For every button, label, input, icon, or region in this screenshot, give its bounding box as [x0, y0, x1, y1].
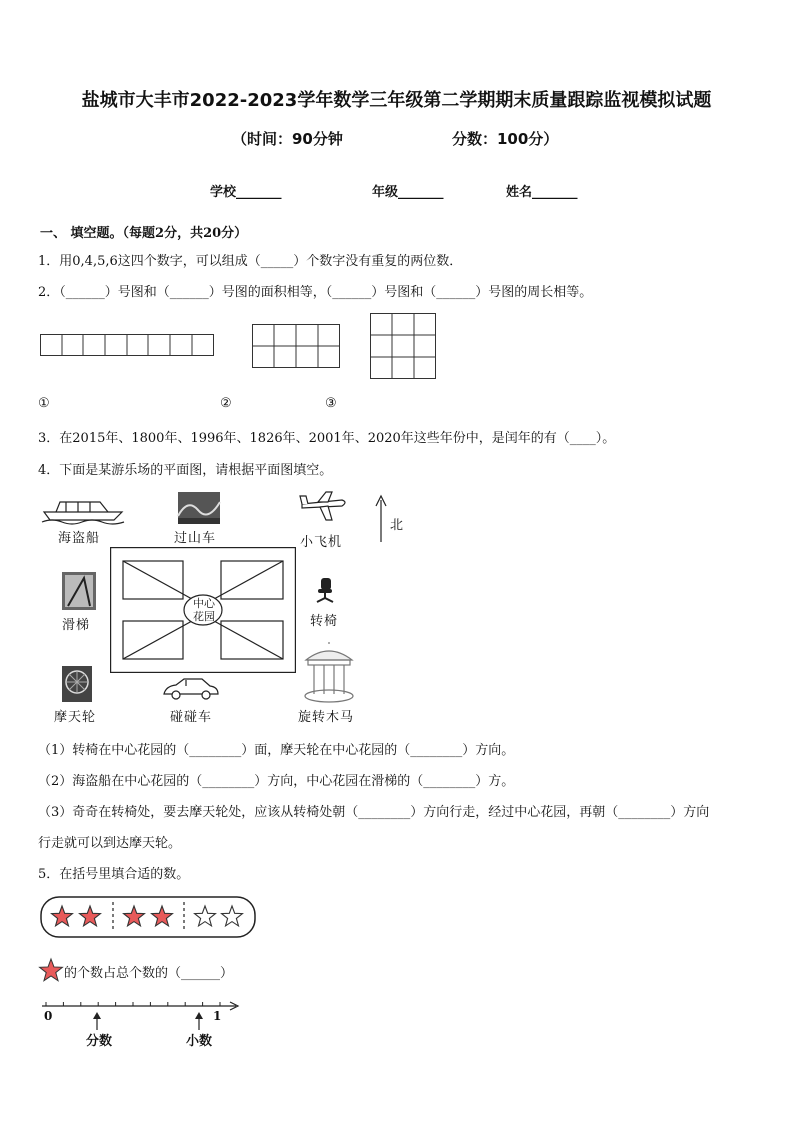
north-arrow-icon — [374, 496, 388, 542]
question-2: 2．（______）号图和（______）号图的面积相等，（______）号图和（______）号图的周长相等。 — [38, 285, 593, 300]
question-4: 4．下面是某游乐场的平面图，请根据平面图填空。 — [38, 463, 333, 478]
question-4-3-line1: （3）奇奇在转椅处，要去摩天轮处，应该从转椅处朝（________）方向行走，经过中心花园，再朝（________）方向 — [38, 805, 710, 820]
pirate-ship-icon — [42, 496, 124, 524]
grade-field: 年级_______ — [372, 185, 444, 200]
question-3: 3．在2015年、1800年、1996年、1826年、2001年、2020年这些年份中，是闰年的有（____）。 — [38, 431, 616, 446]
figure-3-label: ③ — [325, 396, 337, 411]
small-plane-label: 小飞机 — [300, 535, 343, 550]
figure-1-grid — [40, 334, 214, 356]
numberline-one: 1 — [213, 1009, 222, 1023]
numberline-zero: 0 — [44, 1009, 53, 1023]
bumper-car-icon — [162, 676, 220, 702]
roller-coaster-label: 过山车 — [174, 531, 217, 546]
filled-star-icon — [152, 906, 173, 926]
school-field: 学校_______ — [210, 185, 282, 200]
carousel-icon — [302, 642, 356, 704]
question-5-text: 的个数占总个数的（______） — [64, 966, 234, 981]
question-4-1: （1）转椅在中心花园的（________）面，摩天轮在中心花园的（________）方向。 — [38, 743, 515, 758]
ferris-wheel-icon — [62, 666, 92, 702]
empty-star-icon — [222, 906, 243, 926]
ferris-wheel-label: 摩天轮 — [54, 710, 97, 725]
slide-label: 滑梯 — [62, 618, 91, 633]
swivel-chair-label: 转椅 — [310, 614, 339, 629]
figure-1-label: ① — [38, 396, 50, 411]
exam-score: 分数：100分） — [452, 130, 559, 148]
fraction-arrow — [92, 1012, 102, 1030]
decimal-label: 小数 — [186, 1034, 213, 1049]
carousel-label: 旋转木马 — [298, 710, 355, 725]
name-field: 姓名_______ — [506, 185, 578, 200]
question-4-3-line2: 行走就可以到达摩天轮。 — [38, 836, 182, 851]
decimal-arrow — [194, 1012, 204, 1030]
swivel-chair-icon — [314, 576, 336, 604]
pirate-ship-label: 海盗船 — [58, 531, 101, 546]
star-group-box — [40, 896, 256, 938]
filled-star-icon — [124, 906, 145, 926]
section-title: 一、 填空题。（每题2分，共20分） — [40, 226, 248, 241]
figure-3-grid — [370, 313, 436, 379]
question-1: 1．用0,4,5,6这四个数字，可以组成（_____）个数字没有重复的两位数． — [38, 254, 463, 269]
roller-coaster-icon — [178, 492, 220, 524]
north-label: 北 — [390, 518, 404, 533]
question-4-2: （2）海盗船在中心花园的（________）方向，中心花园在滑梯的（________）方。 — [38, 774, 515, 789]
bumper-car-label: 碰碰车 — [170, 710, 213, 725]
page-title: 盐城市大丰市2022-2023学年数学三年级第二学期期末质量跟踪监视模拟试题 — [81, 90, 712, 111]
exam-time: （时间：90分钟 — [232, 130, 343, 148]
small-plane-icon — [298, 490, 350, 524]
central-garden-label — [191, 597, 217, 623]
filled-star-icon — [52, 906, 73, 926]
filled-star-icon — [80, 906, 101, 926]
legend-star-icon — [38, 958, 64, 984]
central-garden-line2: 花园 — [193, 610, 215, 623]
fraction-label: 分数 — [86, 1034, 113, 1049]
central-garden-line1: 中心 — [193, 597, 215, 610]
empty-star-icon — [195, 906, 216, 926]
figure-2-label: ② — [220, 396, 232, 411]
figure-2-grid — [252, 324, 340, 368]
question-5: 5．在括号里填合适的数。 — [38, 867, 190, 882]
slide-icon — [62, 572, 96, 610]
